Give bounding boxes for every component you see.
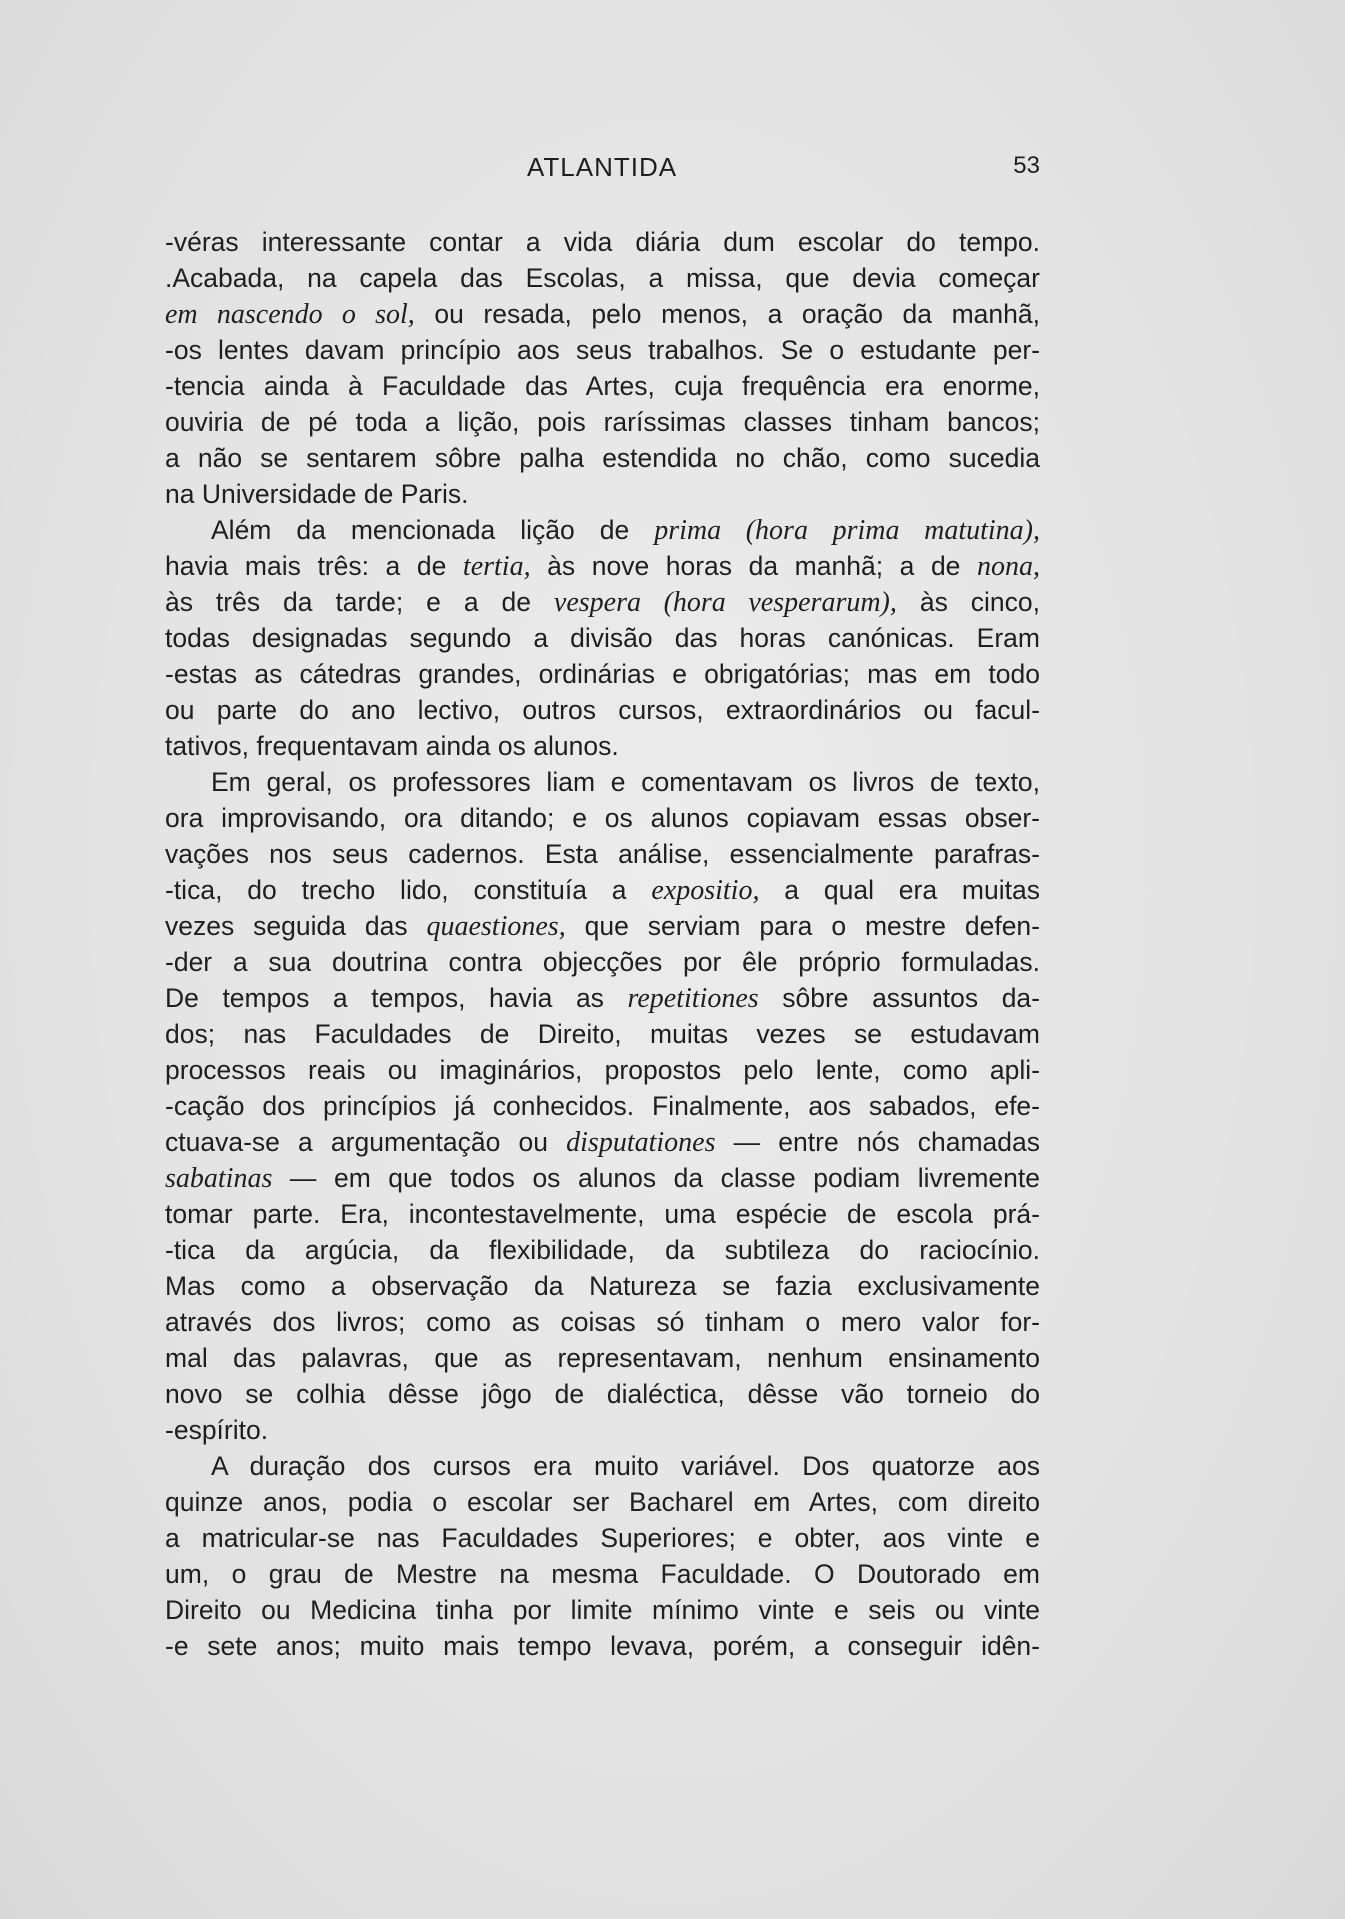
text-line: Mas como a observação da Natureza se fazia exclusivamente <box>165 1271 1040 1301</box>
text-line: tomar parte. Era, incontestavelmente, uma espécie de escola prá- <box>165 1199 1040 1229</box>
text-line: a não se sentarem sôbre palha estendida no chão, como sucedia <box>165 443 1040 473</box>
text-line: processos reais ou imaginários, propostos pelo lente, como apli- <box>165 1055 1040 1085</box>
text-line: vezes seguida das quaestiones, que serviam para o mestre defen- <box>165 911 1040 942</box>
text-line: novo se colhia dêsse jôgo de dialéctica, dêsse vão torneio do <box>165 1379 1040 1409</box>
text-line: -véras interessante contar a vida diária dum escolar do tempo. <box>165 227 1040 257</box>
running-header <box>165 152 1040 192</box>
text-line: vações nos seus cadernos. Esta análise, essencialmente parafras- <box>165 839 1040 869</box>
text-line: .Acabada, na capela das Escolas, a missa, que devia começar <box>165 263 1040 293</box>
text-line: Direito ou Medicina tinha por limite mínimo vinte e seis ou vinte <box>165 1595 1040 1625</box>
text-line: -espírito. <box>165 1415 269 1445</box>
text-line: -e sete anos; muito mais tempo levava, porém, a conseguir idên- <box>165 1631 1040 1661</box>
paragraph-start-line: Em geral, os professores liam e comentavam os livros de texto, <box>211 767 1040 797</box>
text-line: dos; nas Faculdades de Direito, muitas vezes se estudavam <box>165 1019 1040 1049</box>
text-line: ou parte do ano lectivo, outros cursos, extraordinários ou facul- <box>165 695 1040 725</box>
text-line: -der a sua doutrina contra objecções por êle próprio formuladas. <box>165 947 1040 977</box>
text-line: às três da tarde; e a de vespera (hora vesperarum), às cinco, <box>165 587 1040 618</box>
page-number: 53 <box>1013 152 1040 179</box>
text-line: De tempos a tempos, havia as repetitiones sôbre assuntos da- <box>165 983 1040 1014</box>
text-line: -tica, do trecho lido, constituía a expositio, a qual era muitas <box>165 875 1040 906</box>
text-line: havia mais três: a de tertia, às nove horas da manhã; a de nona, <box>165 551 1040 582</box>
text-line: através dos livros; como as coisas só tinham o mero valor for- <box>165 1307 1040 1337</box>
text-line: quinze anos, podia o escolar ser Bacharel em Artes, com direito <box>165 1487 1040 1517</box>
text-line: na Universidade de Paris. <box>165 479 469 509</box>
text-line: sabatinas — em que todos os alunos da classe podiam livremente <box>165 1163 1040 1194</box>
body-text <box>165 224 1040 1664</box>
text-line: todas designadas segundo a divisão das horas canónicas. Eram <box>165 623 1040 653</box>
text-line: -estas as cátedras grandes, ordinárias e obrigatórias; mas em todo <box>165 659 1040 689</box>
text-line: ora improvisando, ora ditando; e os alunos copiavam essas obser- <box>165 803 1040 833</box>
text-line: -tencia ainda à Faculdade das Artes, cuja frequência era enorme, <box>165 371 1040 401</box>
text-line: um, o grau de Mestre na mesma Faculdade. O Doutorado em <box>165 1559 1040 1589</box>
paragraph-start-line: A duração dos cursos era muito variável. Dos quatorze aos <box>211 1451 1040 1481</box>
text-line: -tica da argúcia, da flexibilidade, da subtileza do raciocínio. <box>165 1235 1040 1265</box>
text-line: em nascendo o sol, ou resada, pelo menos, a oração da manhã, <box>165 299 1040 330</box>
text-line: tativos, frequentavam ainda os alunos. <box>165 731 619 761</box>
text-line: -cação dos princípios já conhecidos. Finalmente, aos sabados, efe- <box>165 1091 1040 1121</box>
paragraph-start-line: Além da mencionada lição de prima (hora prima matutina), <box>211 515 1040 546</box>
text-line: mal das palavras, que as representavam, nenhum ensinamento <box>165 1343 1040 1373</box>
running-title: ATLANTIDA <box>527 152 678 182</box>
text-line: -os lentes davam princípio aos seus trabalhos. Se o estudante per- <box>165 335 1040 365</box>
text-line: ctuava-se a argumentação ou disputationes — entre nós chamadas <box>165 1127 1040 1158</box>
text-line: ouviria de pé toda a lição, pois raríssimas classes tinham bancos; <box>165 407 1040 437</box>
text-line: a matricular-se nas Faculdades Superiores; e obter, aos vinte e <box>165 1523 1040 1553</box>
